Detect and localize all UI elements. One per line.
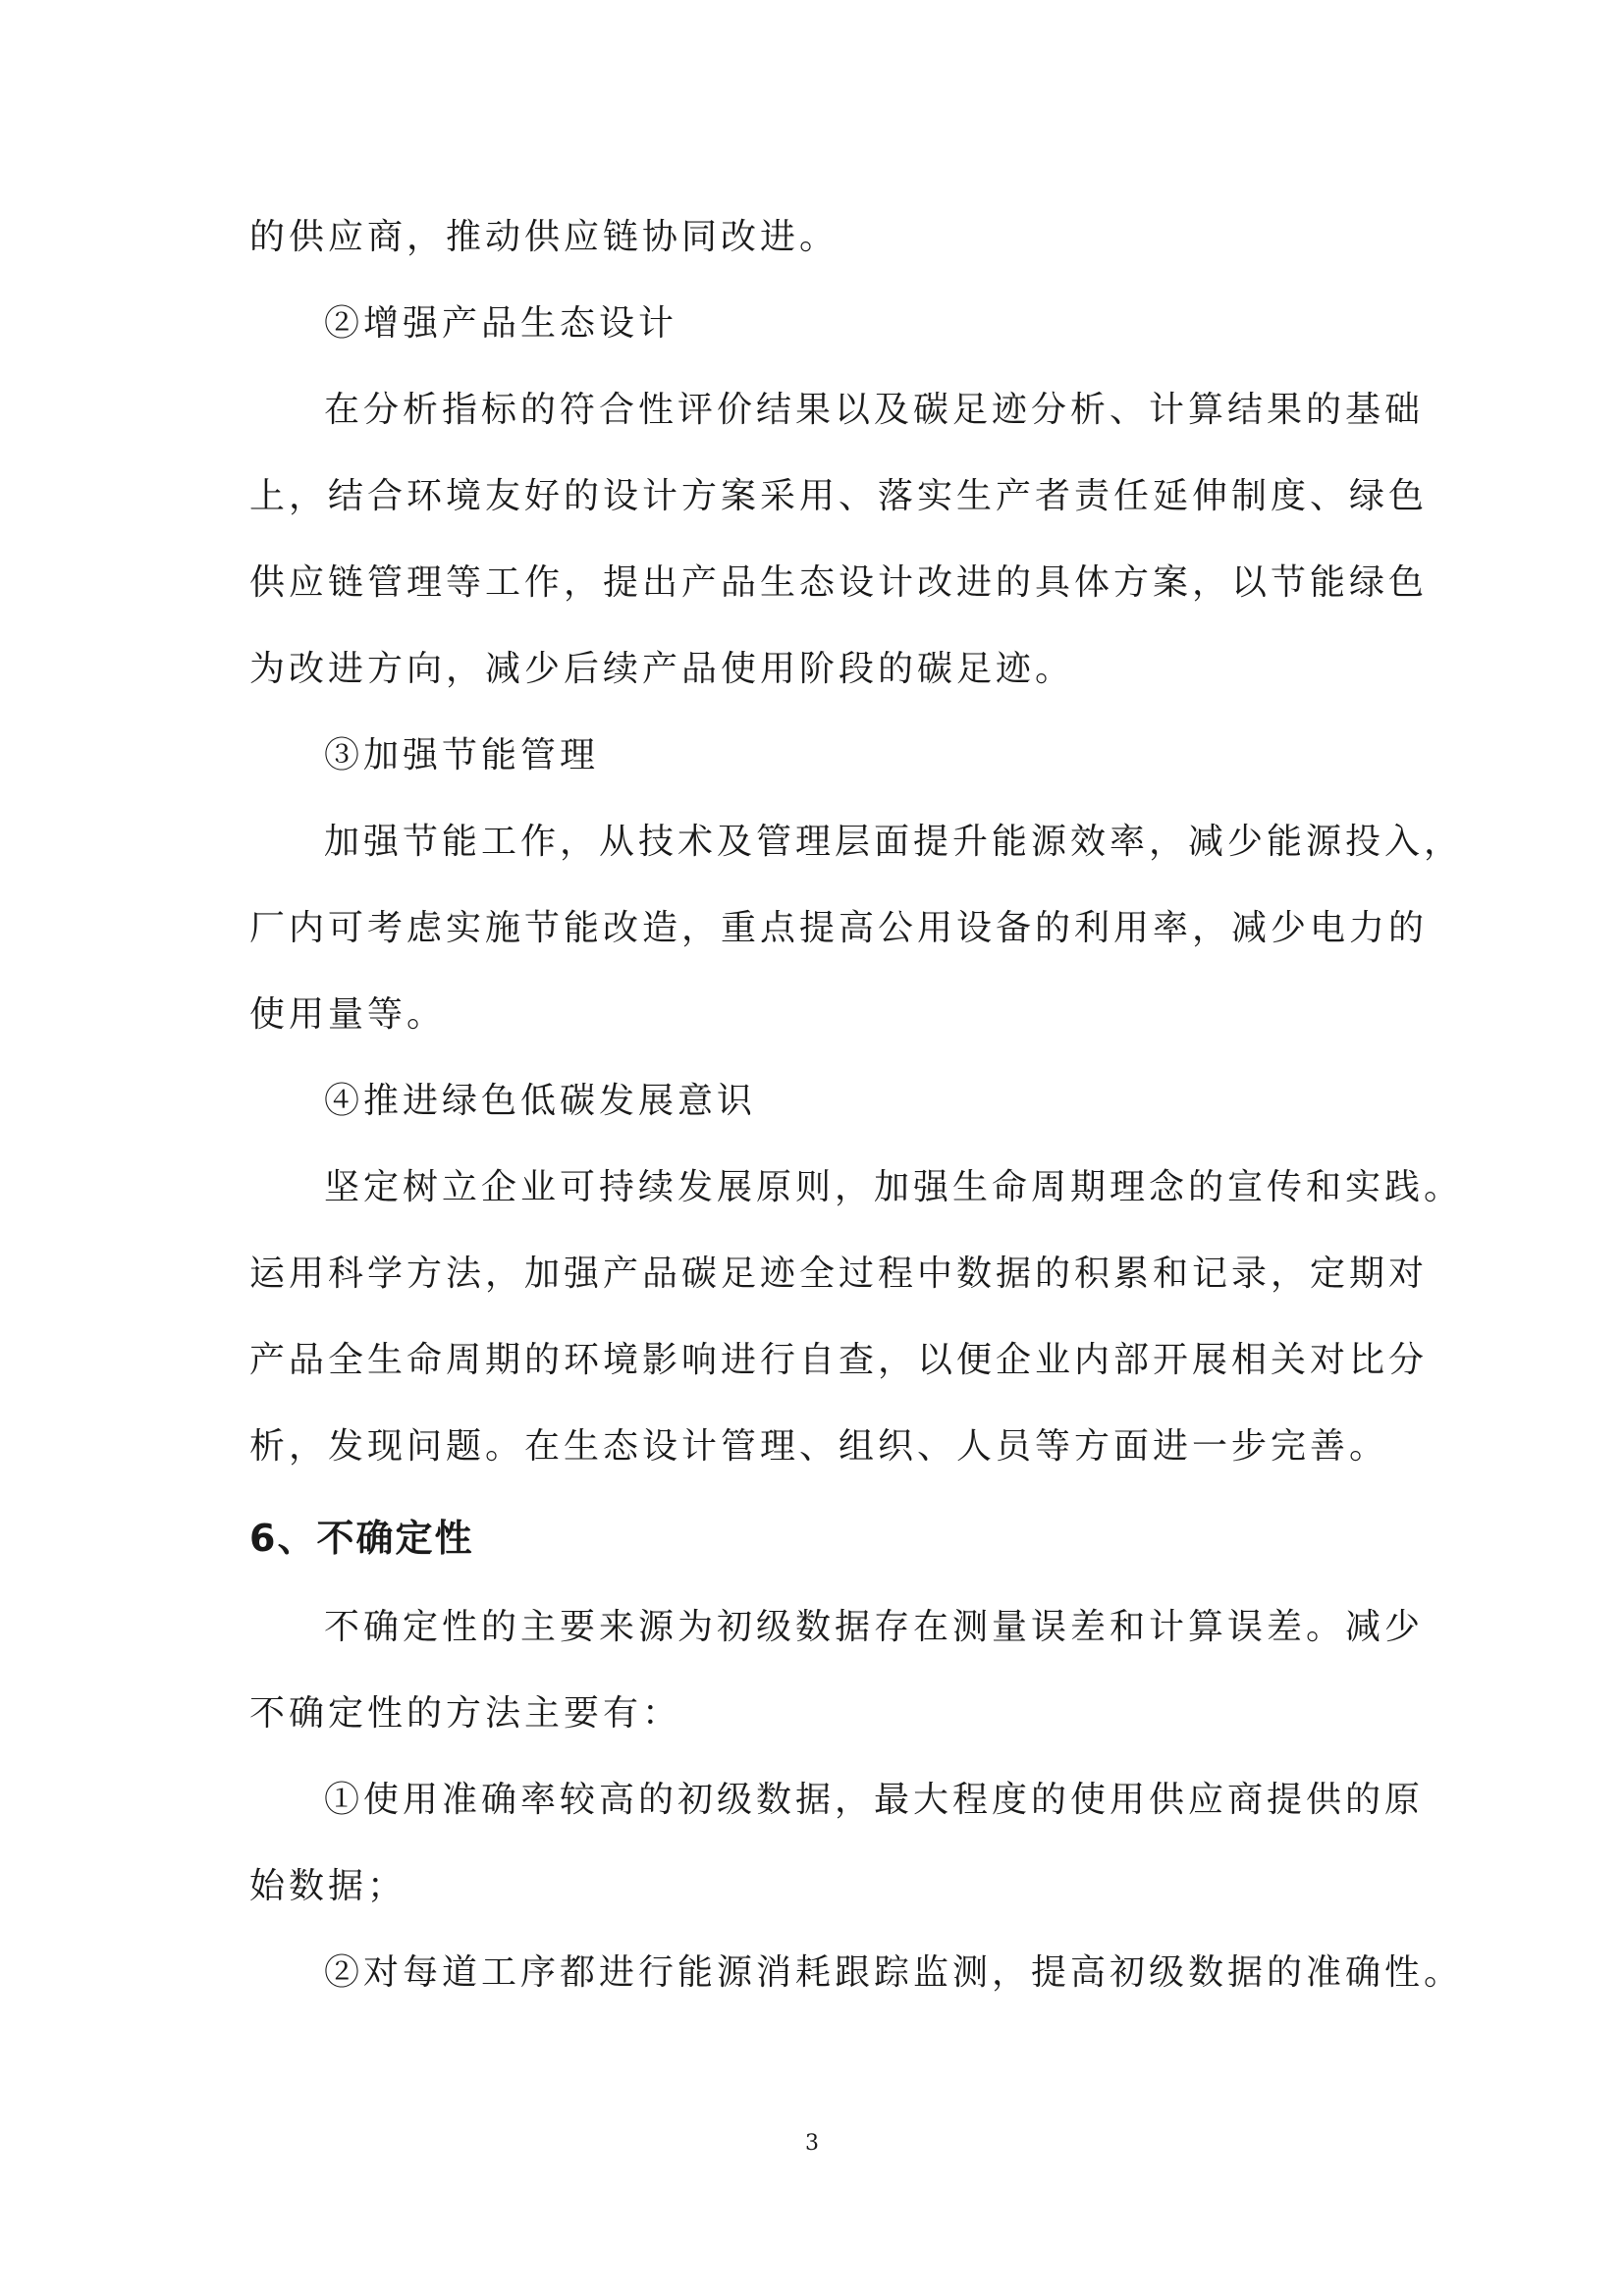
section-heading: 6、不确定性 <box>249 1517 474 1560</box>
body-text-line: 析，发现问题。在生态设计管理、组织、人员等方面进一步完善。 <box>249 1426 1389 1467</box>
body-text-line: 在分析指标的符合性评价结果以及碳足迹分析、计算结果的基础 <box>324 390 1425 430</box>
body-text-line: 的供应商，推动供应链协同改进。 <box>249 217 839 257</box>
body-text-line: 为改进方向，减少后续产品使用阶段的碳足迹。 <box>249 649 1075 689</box>
body-text-line: ①使用准确率较高的初级数据，最大程度的使用供应商提供的原 <box>324 1780 1425 1820</box>
body-text-line: 不确定性的主要来源为初级数据存在测量误差和计算误差。减少 <box>324 1607 1425 1647</box>
list-item-heading: ④推进绿色低碳发展意识 <box>324 1081 757 1121</box>
body-text-line: 上，结合环境友好的设计方案采用、落实生产者责任延伸制度、绿色 <box>249 476 1429 516</box>
body-text-line: 产品全生命周期的环境影响进行自查，以便企业内部开展相关对比分 <box>249 1340 1429 1380</box>
body-text-line: 运用科学方法，加强产品碳足迹全过程中数据的积累和记录，定期对 <box>249 1254 1429 1294</box>
body-text-line: 加强节能工作，从技术及管理层面提升能源效率，减少能源投入， <box>324 822 1464 862</box>
body-text-line: 坚定树立企业可持续发展原则，加强生命周期理念的宣传和实践。 <box>324 1167 1464 1207</box>
list-item-heading: ③加强节能管理 <box>324 735 600 775</box>
body-text-line: 厂内可考虑实施节能改造，重点提高公用设备的利用率，减少电力的 <box>249 908 1429 948</box>
body-text-line: 使用量等。 <box>249 994 447 1035</box>
body-text-line: 不确定性的方法主要有： <box>249 1693 682 1734</box>
list-item-heading: ②增强产品生态设计 <box>324 303 678 344</box>
body-text-line: 供应链管理等工作，提出产品生态设计改进的具体方案，以节能绿色 <box>249 562 1429 603</box>
body-text-line: 始数据； <box>249 1866 407 1906</box>
page-number: 3 <box>805 2131 819 2156</box>
body-text-line: ②对每道工序都进行能源消耗跟踪监测，提高初级数据的准确性。 <box>324 1952 1464 1993</box>
